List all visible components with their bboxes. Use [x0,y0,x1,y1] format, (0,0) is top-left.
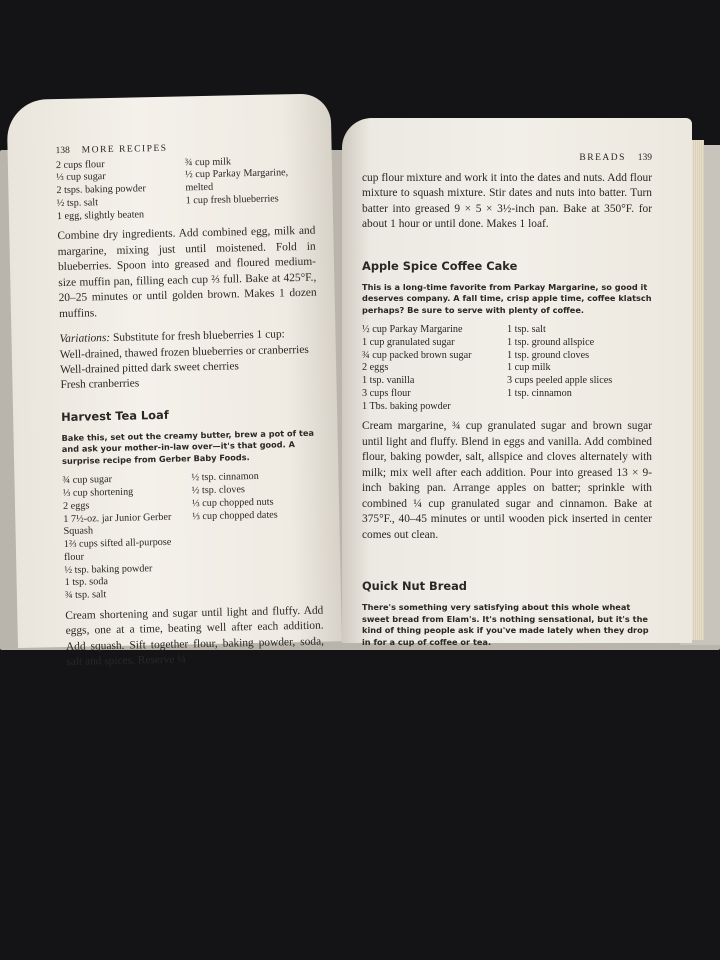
ingredient-item: ⅓ cup chopped nuts [191,496,274,510]
variations-label: Variations: [59,332,111,346]
quick-nut-bread-intro: There's something very satisfying about this whole wheat sweet bread from Elam's. It's nothing sensational, but it's the kind of thing people ask if you've made lately when they drop in for a cup of coffee or tea. [362,602,649,647]
ingredient-item: 2 eggs [362,362,389,374]
harvest-tea-loaf-intro: Bake this, set out the creamy butter, brew a pot of tea and ask your mother-in-law over—it's that good. A surprise recipe from Gerber Baby Foods. [61,427,315,466]
variation-item: Fresh cranberries [60,377,140,392]
ingredient-item: ½ cup Parkay Margarine, [185,167,289,181]
ingredient-item: ⅓ cup chopped dates [192,509,278,522]
ingredient-item: Squash [63,525,94,538]
ingredient-item: 2 cups flour [55,158,105,171]
left-running-head-text: MORE RECIPES [81,143,168,156]
ingredient-item: 1 Tbs. baking powder [362,400,451,412]
harvest-tea-loaf-method: Cream shortening and sugar until light and fluffy. Add eggs, one at a time, beating well after each addition. Add squash. Sift together flour, baking powder, soda, salt and spices. Reserve ¼ [65,604,325,669]
right-page [342,118,692,647]
ingredient-item: ⅓ cup shortening [62,486,134,500]
ingredient-item: ½ tsp. cinnamon [191,471,259,484]
variation-item: Well-drained, thawed frozen blueberries or cranberries [59,343,309,361]
ingredients-left-column [362,324,507,413]
ingredient-item: ½ tsp. baking powder [64,562,153,576]
ingredient-item: 1 tsp. salt [507,324,546,336]
ingredient-item: 1 7½-oz. jar Junior Gerber [63,511,172,525]
apple-spice-coffee-cake-ingredients [362,324,652,413]
harvest-tea-loaf-ingredients [62,470,323,603]
ingredient-item: 1 egg, slightly beaten [56,208,145,222]
ingredient-item: 2 eggs [62,500,90,512]
ingredient-item: 2 tsps. baking powder [56,183,146,197]
ingredient-item: ½ tsp. cloves [191,484,246,497]
variation-item: Well-drained pitted dark sweet cherries [60,360,240,377]
ingredients-right-column [185,154,315,220]
ingredient-item: 1 tsp. ground allspice [507,336,595,348]
right-page-number: 139 [637,153,652,163]
ingredients-right-column [191,470,323,600]
ingredient-item: 1 cup fresh blueberries [185,193,279,207]
apple-spice-coffee-cake-method: Cream margarine, ¾ cup granulated sugar and brown sugar until light and fluffy. Blend in eggs and vanilla. Add combined flour, baking powder, salt, allspice and cloves alternately with milk; mix well after each addition. Pour into greased 13 × 9-inch baking pan. Arrange apples on batter; sprinkle with combined ¼ cup granulated sugar and cinnamon. Bake at 375°F., 40–45 minutes or until wooden pick inserted in center comes out clean. [362,420,652,541]
ingredients-left-column [62,473,194,603]
apple-spice-coffee-cake-title: Apple Spice Coffee Cake [362,258,518,273]
ingredient-item: 1 cup granulated sugar [362,336,455,348]
ingredient-item: ¾ cup milk [184,155,232,168]
ingredients-right-column [507,324,652,413]
ingredient-item: 1 tsp. ground cloves [507,349,590,361]
apple-spice-coffee-cake-intro: This is a long-time favorite from Parkay Margarine, so good it deserves company. A fall time, crisp apple time, coffee klatsch perhaps? Be sure to serve with plenty of coffee. [362,281,652,315]
left-page [7,93,342,669]
ingredients-left-column [56,157,186,223]
blueberry-muffin-ingredients [56,154,315,223]
ingredient-item: 1 tsp. vanilla [362,375,415,387]
muffin-method: Combine dry ingredients. Add combined egg, milk and margarine, mixing just until moistened. Fold in blueberries. Spoon into greased and floured medium-size muffin pan, filling each cup ⅔ full. Bake at 425°F., 20–25 minutes or until golden brown. Makes 1 dozen muffins. [57,224,317,320]
ingredient-item: ¾ cup sugar [62,474,113,487]
right-running-head [362,152,652,165]
right-running-head-text: BREADS [579,153,626,163]
ingredient-item: 1 tsp. soda [64,576,109,589]
ingredient-item: 3 cups peeled apple slices [507,375,613,387]
ingredient-item: ¾ tsp. salt [64,589,107,602]
variations-list [60,342,319,394]
left-page-number: 138 [55,145,70,157]
harvest-tea-loaf-title: Harvest Tea Loaf [61,407,169,424]
harvest-tea-loaf-method-continued: cup flour mixture and work it into the dates and nuts. Add flour mixture to squash mixture. Stir dates and nuts into batter. Turn batter into greased 9 × 5 × 3½-inch pan. Bake at 350°F. for about 1 hour or until done. Makes 1 loaf. [362,171,652,231]
ingredient-item: 1 tsp. cinnamon [507,387,572,399]
ingredient-item: ⅓ cup sugar [56,171,106,184]
ingredient-item: 1 cup milk [507,362,551,374]
ingredient-item: melted [185,181,214,194]
quick-nut-bread-title: Quick Nut Bread [362,579,467,594]
ingredient-item: ½ cup Parkay Margarine [362,324,463,336]
ingredient-item: 3 cups flour [362,387,411,399]
ingredient-item: ¾ cup packed brown sugar [362,349,472,361]
ingredient-item: 1⅔ cups sifted all-purpose flour [63,536,172,563]
ingredient-item: ½ tsp. salt [56,197,99,209]
variations [59,327,318,394]
variations-intro: Substitute for fresh blueberries 1 cup: [112,328,285,345]
